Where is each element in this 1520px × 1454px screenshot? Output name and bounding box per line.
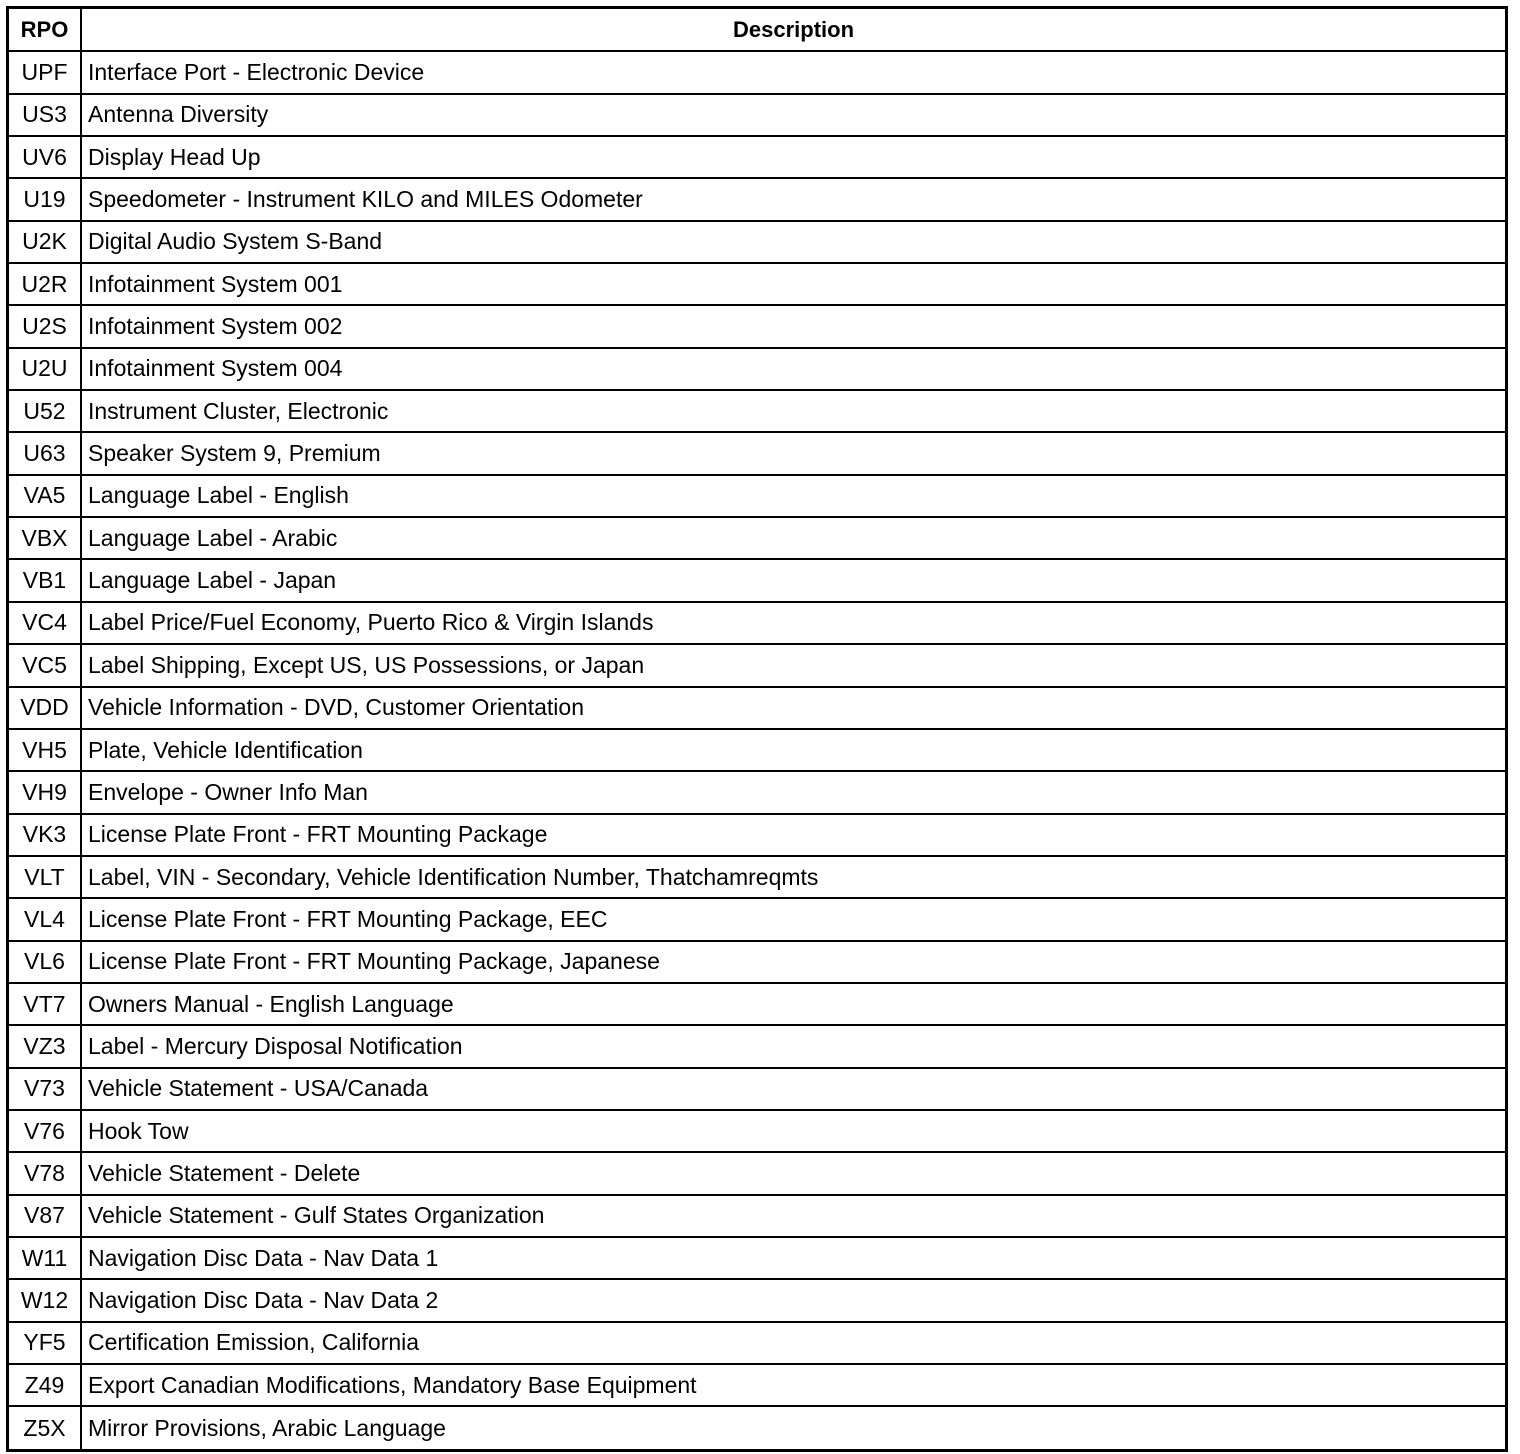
rpo-code-cell: U63 — [9, 432, 81, 474]
description-cell: Vehicle Statement - USA/Canada — [81, 1068, 1505, 1110]
description-cell: Language Label - English — [81, 475, 1505, 517]
table-row — [9, 221, 1505, 263]
table-row — [9, 1237, 1505, 1279]
description-cell: Envelope - Owner Info Man — [81, 771, 1505, 813]
description-cell: Vehicle Information - DVD, Customer Orientation — [81, 687, 1505, 729]
description-cell: Infotainment System 001 — [81, 263, 1505, 305]
description-cell: Language Label - Arabic — [81, 517, 1505, 559]
description-cell: Instrument Cluster, Electronic — [81, 390, 1505, 432]
description-cell: Speedometer - Instrument KILO and MILES Odometer — [81, 178, 1505, 220]
table-row — [9, 1025, 1505, 1067]
table-body — [9, 51, 1505, 1448]
table-row — [9, 559, 1505, 601]
rpo-code-cell: W11 — [9, 1237, 81, 1279]
description-cell: License Plate Front - FRT Mounting Package, EEC — [81, 898, 1505, 940]
description-cell: Certification Emission, California — [81, 1322, 1505, 1364]
description-cell: Label Price/Fuel Economy, Puerto Rico & Virgin Islands — [81, 602, 1505, 644]
rpo-code-cell: VL6 — [9, 941, 81, 983]
rpo-code-cell: VA5 — [9, 475, 81, 517]
table-row — [9, 644, 1505, 686]
table-row — [9, 178, 1505, 220]
rpo-code-cell: U52 — [9, 390, 81, 432]
table-row — [9, 941, 1505, 983]
description-cell: Hook Tow — [81, 1110, 1505, 1152]
table-row — [9, 856, 1505, 898]
description-cell: Plate, Vehicle Identification — [81, 729, 1505, 771]
description-cell: License Plate Front - FRT Mounting Package — [81, 814, 1505, 856]
table-row — [9, 136, 1505, 178]
rpo-table-container — [6, 6, 1508, 1452]
rpo-code-cell: V87 — [9, 1195, 81, 1237]
description-cell: Infotainment System 002 — [81, 305, 1505, 347]
table-row — [9, 51, 1505, 93]
description-cell: Language Label - Japan — [81, 559, 1505, 601]
rpo-code-cell: VH9 — [9, 771, 81, 813]
table-row — [9, 94, 1505, 136]
description-cell: Interface Port - Electronic Device — [81, 51, 1505, 93]
rpo-code-cell: VH5 — [9, 729, 81, 771]
description-cell: Digital Audio System S-Band — [81, 221, 1505, 263]
table-row — [9, 814, 1505, 856]
description-cell: Vehicle Statement - Delete — [81, 1152, 1505, 1194]
description-cell: Navigation Disc Data - Nav Data 2 — [81, 1279, 1505, 1321]
rpo-code-cell: VT7 — [9, 983, 81, 1025]
table-row — [9, 1406, 1505, 1448]
description-cell: Label, VIN - Secondary, Vehicle Identification Number, Thatchamreqmts — [81, 856, 1505, 898]
description-cell: Speaker System 9, Premium — [81, 432, 1505, 474]
table-row — [9, 771, 1505, 813]
table-row — [9, 517, 1505, 559]
rpo-code-cell: YF5 — [9, 1322, 81, 1364]
rpo-code-cell: Z5X — [9, 1406, 81, 1448]
rpo-code-cell: VLT — [9, 856, 81, 898]
rpo-code-cell: Z49 — [9, 1364, 81, 1406]
description-cell: Owners Manual - English Language — [81, 983, 1505, 1025]
rpo-code-cell: U2S — [9, 305, 81, 347]
rpo-code-cell: V73 — [9, 1068, 81, 1110]
rpo-code-cell: V78 — [9, 1152, 81, 1194]
table-row — [9, 305, 1505, 347]
header-description: Description — [81, 9, 1505, 51]
table-row — [9, 983, 1505, 1025]
description-cell: License Plate Front - FRT Mounting Package, Japanese — [81, 941, 1505, 983]
table-row — [9, 687, 1505, 729]
rpo-code-cell: U2R — [9, 263, 81, 305]
table-header-row — [9, 9, 1505, 51]
table-row — [9, 1322, 1505, 1364]
description-cell: Infotainment System 004 — [81, 348, 1505, 390]
rpo-code-cell: VL4 — [9, 898, 81, 940]
header-rpo: RPO — [9, 9, 81, 51]
rpo-code-cell: VC5 — [9, 644, 81, 686]
rpo-code-cell: VB1 — [9, 559, 81, 601]
table-row — [9, 390, 1505, 432]
description-cell: Label - Mercury Disposal Notification — [81, 1025, 1505, 1067]
description-cell: Mirror Provisions, Arabic Language — [81, 1406, 1505, 1448]
rpo-code-cell: UPF — [9, 51, 81, 93]
table-row — [9, 475, 1505, 517]
table-row — [9, 602, 1505, 644]
table-row — [9, 1152, 1505, 1194]
description-cell: Label Shipping, Except US, US Possessions, or Japan — [81, 644, 1505, 686]
table-row — [9, 898, 1505, 940]
description-cell: Antenna Diversity — [81, 94, 1505, 136]
rpo-code-cell: VC4 — [9, 602, 81, 644]
table-row — [9, 1364, 1505, 1406]
table-row — [9, 1110, 1505, 1152]
description-cell: Export Canadian Modifications, Mandatory Base Equipment — [81, 1364, 1505, 1406]
rpo-code-cell: VBX — [9, 517, 81, 559]
table-row — [9, 729, 1505, 771]
rpo-code-cell: VZ3 — [9, 1025, 81, 1067]
rpo-code-cell: W12 — [9, 1279, 81, 1321]
rpo-code-cell: U2U — [9, 348, 81, 390]
table-row — [9, 1195, 1505, 1237]
table-row — [9, 263, 1505, 305]
rpo-code-cell: V76 — [9, 1110, 81, 1152]
table-row — [9, 1068, 1505, 1110]
rpo-code-cell: US3 — [9, 94, 81, 136]
rpo-code-cell: U19 — [9, 178, 81, 220]
rpo-code-cell: VDD — [9, 687, 81, 729]
rpo-table — [9, 9, 1505, 1449]
rpo-code-cell: VK3 — [9, 814, 81, 856]
table-row — [9, 432, 1505, 474]
rpo-code-cell: U2K — [9, 221, 81, 263]
description-cell: Display Head Up — [81, 136, 1505, 178]
rpo-code-cell: UV6 — [9, 136, 81, 178]
description-cell: Navigation Disc Data - Nav Data 1 — [81, 1237, 1505, 1279]
description-cell: Vehicle Statement - Gulf States Organization — [81, 1195, 1505, 1237]
table-row — [9, 1279, 1505, 1321]
table-row — [9, 348, 1505, 390]
